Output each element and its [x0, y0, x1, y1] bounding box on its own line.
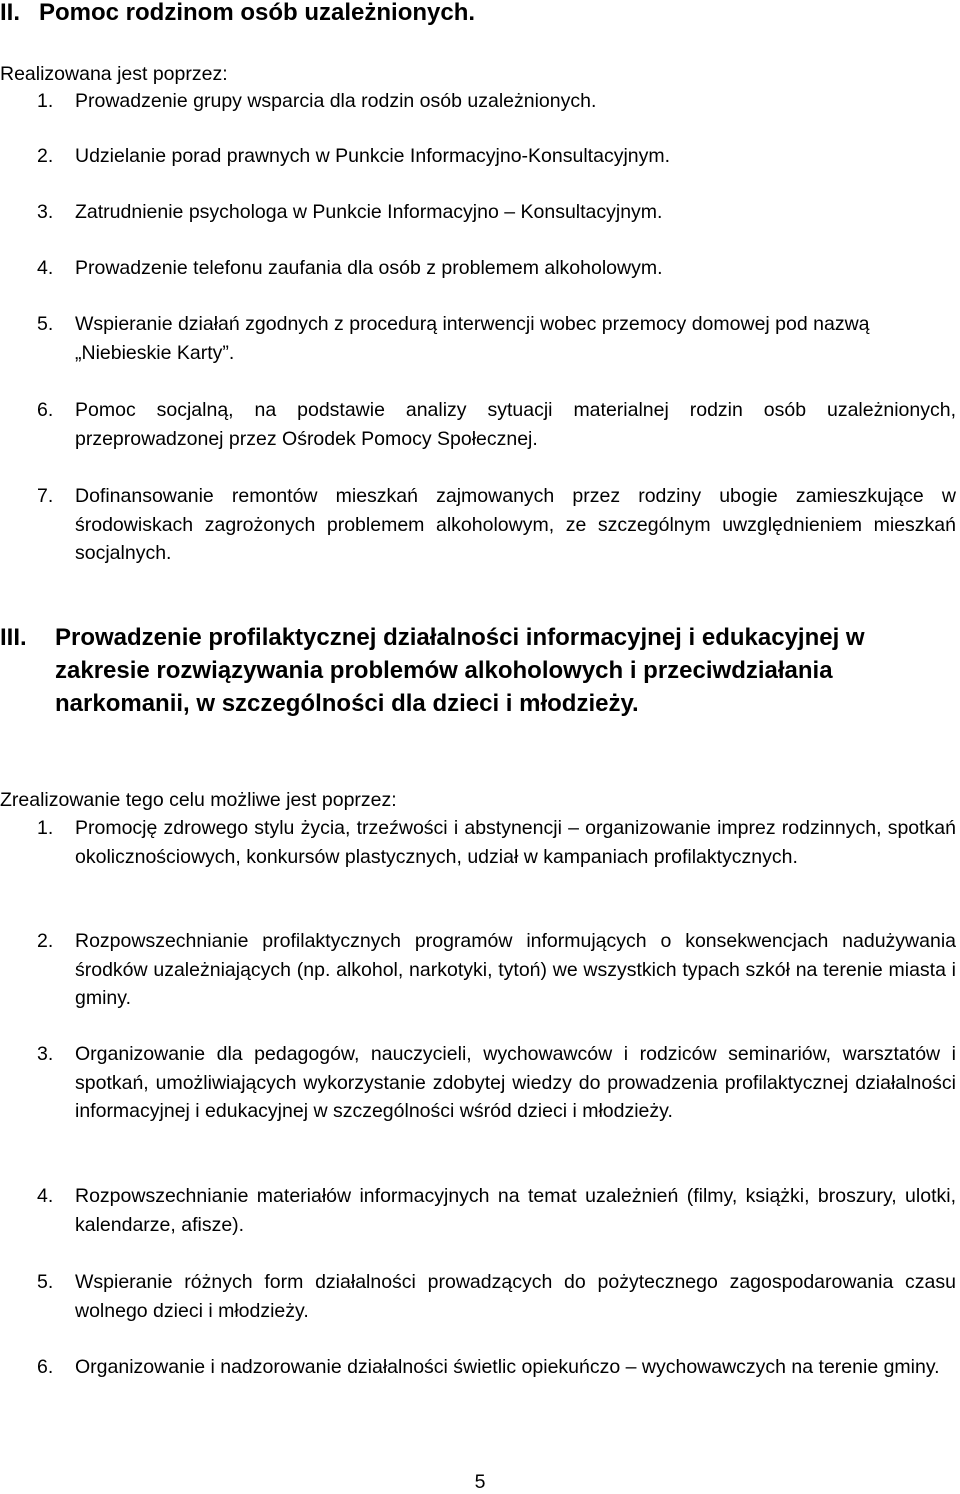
- list-item: [37, 396, 956, 453]
- list-item: [37, 1268, 956, 1325]
- list-item: [37, 1353, 956, 1382]
- list-item-text: Rozpowszechnianie profilaktycznych programów informujących o konsekwencjach nadużywania środków uzależniających (np. alkohol, narkotyki, tytoń) we wszystkich typach szkół na terenie miasta i gminy.: [75, 930, 956, 1009]
- section-3-title: Prowadzenie profilaktycznej działalności informacyjnej i edukacyjnej w zakresie rozwiązywania problemów alkoholowych i przeciwdziałania narkomanii, w szczególności dla dzieci i młodzieży.: [55, 624, 865, 717]
- list-item-text: Prowadzenie grupy wsparcia dla rodzin osób uzależnionych.: [75, 90, 597, 112]
- list-item-number: 5.: [37, 1271, 54, 1293]
- list-item-text: Zatrudnienie psychologa w Punkcie Informacyjno – Konsultacyjnym.: [75, 201, 663, 223]
- list-item-text: Prowadzenie telefonu zaufania dla osób z problemem alkoholowym.: [75, 257, 663, 279]
- list-item-text: Rozpowszechnianie materiałów informacyjnych na temat uzależnień (filmy, książki, broszury, ulotki, kalendarze, afisze).: [75, 1185, 956, 1236]
- list-item: [37, 482, 956, 568]
- list-item-number: 7.: [37, 485, 54, 507]
- list-item-text: Udzielanie porad prawnych w Punkcie Informacyjno-Konsultacyjnym.: [75, 145, 671, 167]
- list-item-number: 1.: [37, 817, 54, 839]
- list-item: [37, 310, 956, 367]
- list-item-text: Promocję zdrowego stylu życia, trzeźwości i abstynencji – organizowanie imprez rodzinnych, spotkań okolicznościowych, konkursów plastycznych, udział w kampaniach profilaktycznych.: [75, 817, 956, 868]
- list-item-text: Dofinansowanie remontów mieszkań zajmowanych przez rodziny ubogie zamieszkujące w środowiskach zagrożonych problemem alkoholowym, ze szczególnym uwzględnieniem mieszkań socjalnych.: [75, 485, 956, 564]
- list-item-text: Wspieranie różnych form działalności prowadzących do pożytecznego zagospodarowania czasu wolnego dzieci i młodzieży.: [75, 1271, 956, 1322]
- list-item: [37, 254, 956, 283]
- list-item: [37, 814, 956, 871]
- list-item-number: 2.: [37, 930, 54, 952]
- section-2-title: Pomoc rodzinom osób uzależnionych.: [39, 0, 476, 26]
- list-item: [37, 87, 956, 116]
- list-item: [37, 198, 956, 227]
- section-3-number: III.: [0, 624, 27, 651]
- list-item-number: 6.: [37, 1356, 54, 1378]
- section-3-intro: Zrealizowanie tego celu możliwe jest poprzez:: [0, 789, 397, 811]
- list-item: [37, 927, 956, 1013]
- list-item-number: 3.: [37, 201, 54, 223]
- list-item-number: 3.: [37, 1043, 54, 1065]
- list-item-text: Organizowanie i nadzorowanie działalności świetlic opiekuńczo – wychowawczych na terenie gminy.: [75, 1356, 940, 1378]
- list-item-number: 6.: [37, 399, 54, 421]
- list-item-number: 5.: [37, 313, 54, 335]
- page-number: 5: [474, 1471, 486, 1493]
- list-item-text: Wspieranie działań zgodnych z procedurą interwencji wobec przemocy domowej pod nazwą „Niebieskie Karty”.: [75, 313, 870, 364]
- section-3-heading: [0, 621, 945, 720]
- list-item-number: 4.: [37, 1185, 54, 1207]
- list-item-text: Organizowanie dla pedagogów, nauczycieli, wychowawców i rodziców seminariów, warsztatów i spotkań, umożliwiających wykorzystanie zdobytej wiedzy do prowadzenia profilaktycznej działalności informacyjnej i edukacyjnej w szczególności wśród dzieci i młodzieży.: [75, 1043, 956, 1122]
- list-item-number: 1.: [37, 90, 54, 112]
- list-item: [37, 142, 956, 171]
- section-2-number: II.: [0, 0, 21, 26]
- list-item: [37, 1040, 956, 1126]
- list-item-number: 4.: [37, 257, 54, 279]
- list-item-text: Pomoc socjalną, na podstawie analizy sytuacji materialnej rodzin osób uzależnionych, przeprowadzonej przez Ośrodek Pomocy Społecznej.: [75, 399, 956, 450]
- section-2-intro: Realizowana jest poprzez:: [0, 63, 228, 85]
- section-2-heading: [0, 0, 950, 29]
- list-item-number: 2.: [37, 145, 54, 167]
- list-item: [37, 1182, 956, 1239]
